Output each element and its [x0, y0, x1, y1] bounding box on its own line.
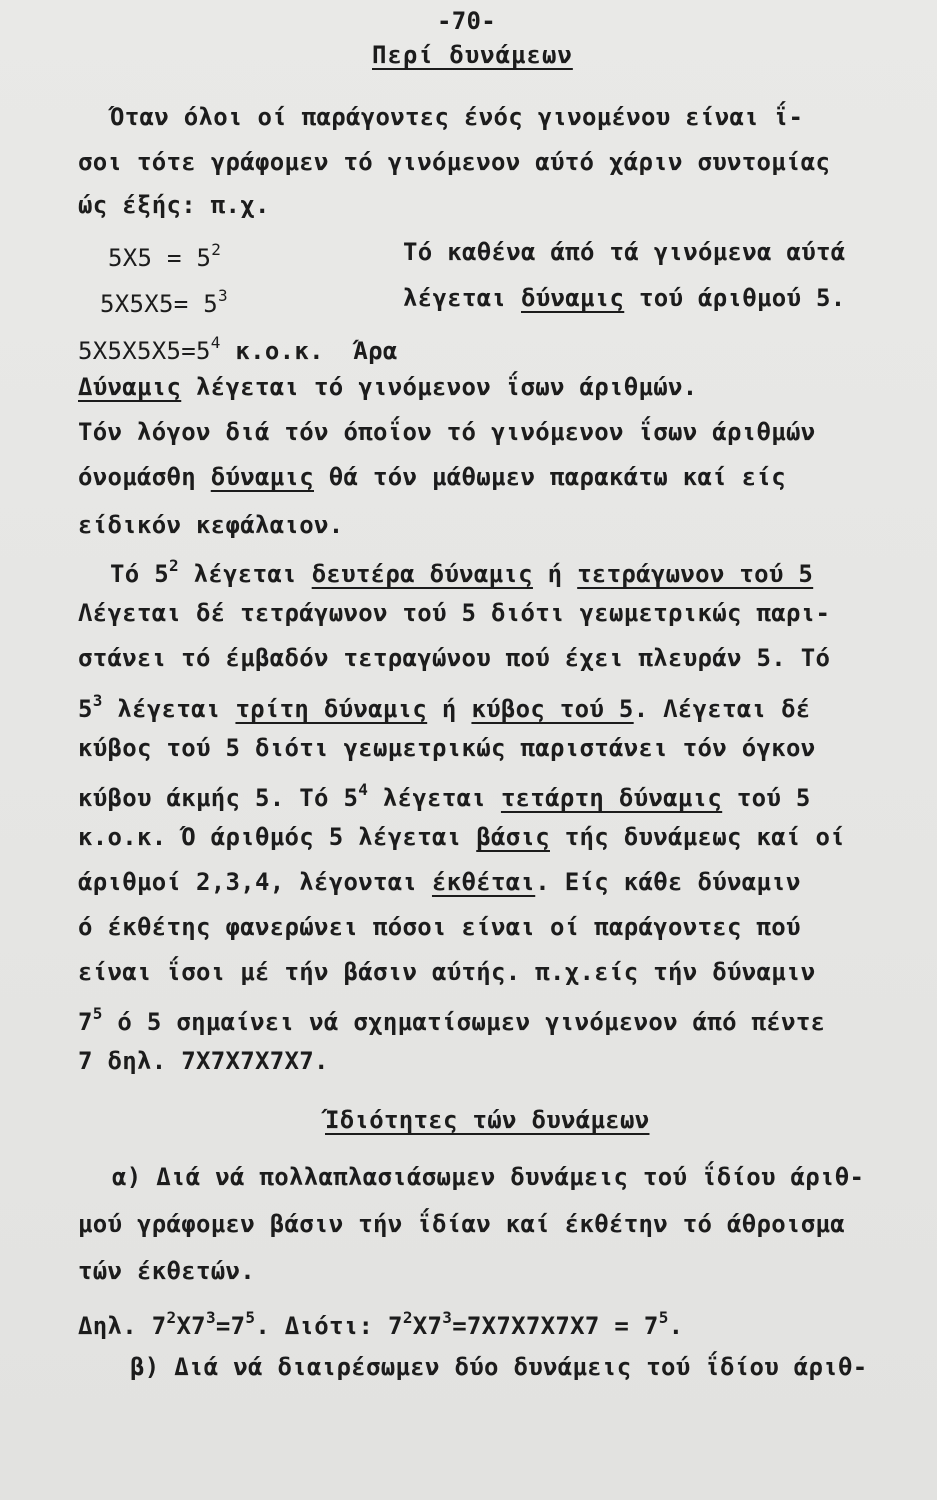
term-third-power: τρίτη δύναμις	[235, 695, 428, 723]
example-2-right-b: τού άριθμού 5.	[624, 284, 846, 312]
definition-rest: λέγεται τό γινόμενον ΐσων άριθμών.	[181, 373, 698, 401]
powers-line-6-c: τού 5	[722, 784, 811, 812]
definition-term: Δύναμις	[78, 373, 182, 401]
powers-line-11-exp: 5	[92, 1004, 103, 1023]
subheading: Ίδιότητες τών δυνάμεων	[325, 1106, 650, 1134]
definition-line	[78, 372, 697, 402]
example-2-exponent: 3	[218, 286, 228, 305]
powers-line-8-b: . Είς κάθε δύναμιν	[535, 868, 801, 896]
property-a-line-1: α) Διά νά πολλαπλασιάσωμεν δυνάμεις τού ΐδίου άριθ-	[112, 1163, 865, 1191]
powers-line-4	[78, 688, 811, 724]
prop-ex-8: 2	[402, 1308, 413, 1327]
term-cube: κύβος τού 5	[471, 695, 634, 723]
powers-line-3: στάνει τό έμβαδόν τετραγώνου πού έχει πλευράν 5. Τό	[78, 644, 831, 672]
prop-ex-11: =7X7X7X7X7 = 7	[452, 1312, 659, 1340]
property-a-line-2: μού γράφομεν βάσιν τήν ΐδίαν καί έκθέτην τό άθροισμα	[78, 1210, 845, 1238]
term-fourth-power: τετάρτη δύναμις	[500, 784, 723, 812]
example-1-base: 5X5 = 5	[108, 244, 212, 272]
page-heading: Περί δυνάμεων	[372, 41, 573, 69]
term-base: βάσις	[476, 823, 550, 851]
prop-ex-12: 5	[658, 1308, 669, 1327]
powers-line-1	[110, 553, 813, 589]
intro-line-2: σοι τότε γράφομεν τό γινόμενον αύτό χάριν συντομίας	[78, 148, 831, 176]
powers-line-12: 7 δηλ. 7X7X7X7X7.	[78, 1047, 329, 1075]
example-1-right: Τό καθένα άπό τά γινόμενα αύτά	[403, 238, 846, 266]
term-square: τετράγωνον τού 5	[577, 560, 814, 588]
powers-line-6-b: λέγεται	[368, 784, 501, 812]
property-b-line-1: β) Διά νά διαιρέσωμεν δύο δυνάμεις τού ΐδίου άριθ-	[130, 1353, 868, 1381]
powers-line-10: είναι ΐσοι μέ τήν βάσιν αύτής. π.χ.είς τήν δύναμιν	[78, 958, 816, 986]
intro-line-3: ώς έξής: π.χ.	[78, 191, 270, 219]
powers-line-4-d: . Λέγεται δέ	[633, 695, 811, 723]
powers-line-1-a: Τό 5	[110, 560, 169, 588]
reason-line-2	[78, 462, 786, 492]
example-3-rest: κ.ο.κ. Άρα	[220, 337, 398, 365]
powers-line-8-a: άριθμοί 2,3,4, λέγονται	[78, 868, 432, 896]
example-3-base: 5X5X5X5=5	[78, 337, 211, 365]
powers-line-6-a: κύβου άκμής 5. Τό 5	[78, 784, 359, 812]
example-1-left	[108, 237, 221, 273]
powers-line-11-a: 7	[78, 1008, 93, 1036]
prop-ex-3: X7	[176, 1312, 206, 1340]
powers-line-1-b: λέγεται	[178, 560, 312, 588]
prop-ex-6: 5	[245, 1308, 256, 1327]
prop-ex-4: 3	[205, 1308, 216, 1327]
powers-line-4-a: 5	[78, 695, 93, 723]
prop-ex-10: 3	[442, 1308, 453, 1327]
example-2-base: 5X5X5= 5	[100, 290, 218, 318]
prop-ex-5: =7	[215, 1312, 246, 1340]
example-2-left	[100, 283, 228, 319]
example-2-right-a: λέγεται	[403, 284, 521, 312]
powers-line-4-c: ή	[427, 695, 472, 723]
reason-term: δύναμις	[210, 463, 314, 491]
reason-line-1: Τόν λόγον διά τόν όποΐον τό γινόμενον ΐσων άριθμών	[78, 418, 816, 446]
reason-line-3: είδικόν κεφάλαιον.	[78, 511, 344, 539]
property-a-example	[78, 1305, 683, 1341]
powers-line-8	[78, 867, 801, 897]
powers-line-6	[78, 777, 811, 813]
powers-line-5: κύβος τού 5 διότι γεωμετρικώς παριστάνει τόν όγκον	[78, 734, 816, 762]
example-3-exponent: 4	[210, 333, 221, 352]
term-exponents: έκθέται	[431, 868, 536, 896]
powers-line-11	[78, 1001, 825, 1037]
prop-ex-13: .	[668, 1312, 684, 1340]
powers-line-7-a: κ.ο.κ. Ό άριθμός 5 λέγεται	[78, 823, 477, 851]
powers-line-11-b: ό 5 σημαίνει νά σχηματίσωμεν γινόμενον άπό πέντε	[102, 1008, 826, 1036]
reason-line-2-b: θά τόν μάθωμεν παρακάτω καί είς	[314, 463, 786, 491]
reason-line-2-a: όνομάσθη	[78, 463, 211, 491]
powers-line-1-c: ή	[532, 560, 578, 588]
term-second-power: δευτέρα δύναμις	[311, 560, 533, 588]
prop-ex-2: 2	[166, 1308, 177, 1327]
example-2-right	[403, 283, 846, 313]
powers-line-4-exp: 3	[92, 691, 103, 710]
powers-line-9: ό έκθέτης φανερώνει πόσοι είναι οί παράγοντες πού	[78, 913, 801, 941]
powers-line-1-exp: 2	[169, 556, 179, 575]
prop-ex-7: . Διότι: 7	[255, 1312, 403, 1340]
powers-line-7-b: τής δυνάμεως καί οί	[549, 823, 845, 851]
example-3	[78, 330, 398, 366]
powers-line-7	[78, 822, 845, 852]
prop-ex-1: Δηλ. 7	[78, 1312, 167, 1340]
intro-line-1: Όταν όλοι οί παράγοντες ένός γινομένου είναι ΐ-	[110, 103, 804, 131]
powers-line-6-exp: 4	[358, 780, 369, 799]
term-dynamis: δύναμις	[521, 284, 625, 312]
prop-ex-9: X7	[412, 1312, 443, 1340]
page-number: -70-	[437, 7, 496, 35]
example-1-exponent: 2	[211, 240, 222, 259]
powers-line-4-b: λέγεται	[102, 695, 236, 723]
property-a-line-3: τών έκθετών.	[78, 1257, 255, 1285]
powers-line-2: Λέγεται δέ τετράγωνον τού 5 διότι γεωμετρικώς παρι-	[78, 599, 831, 627]
